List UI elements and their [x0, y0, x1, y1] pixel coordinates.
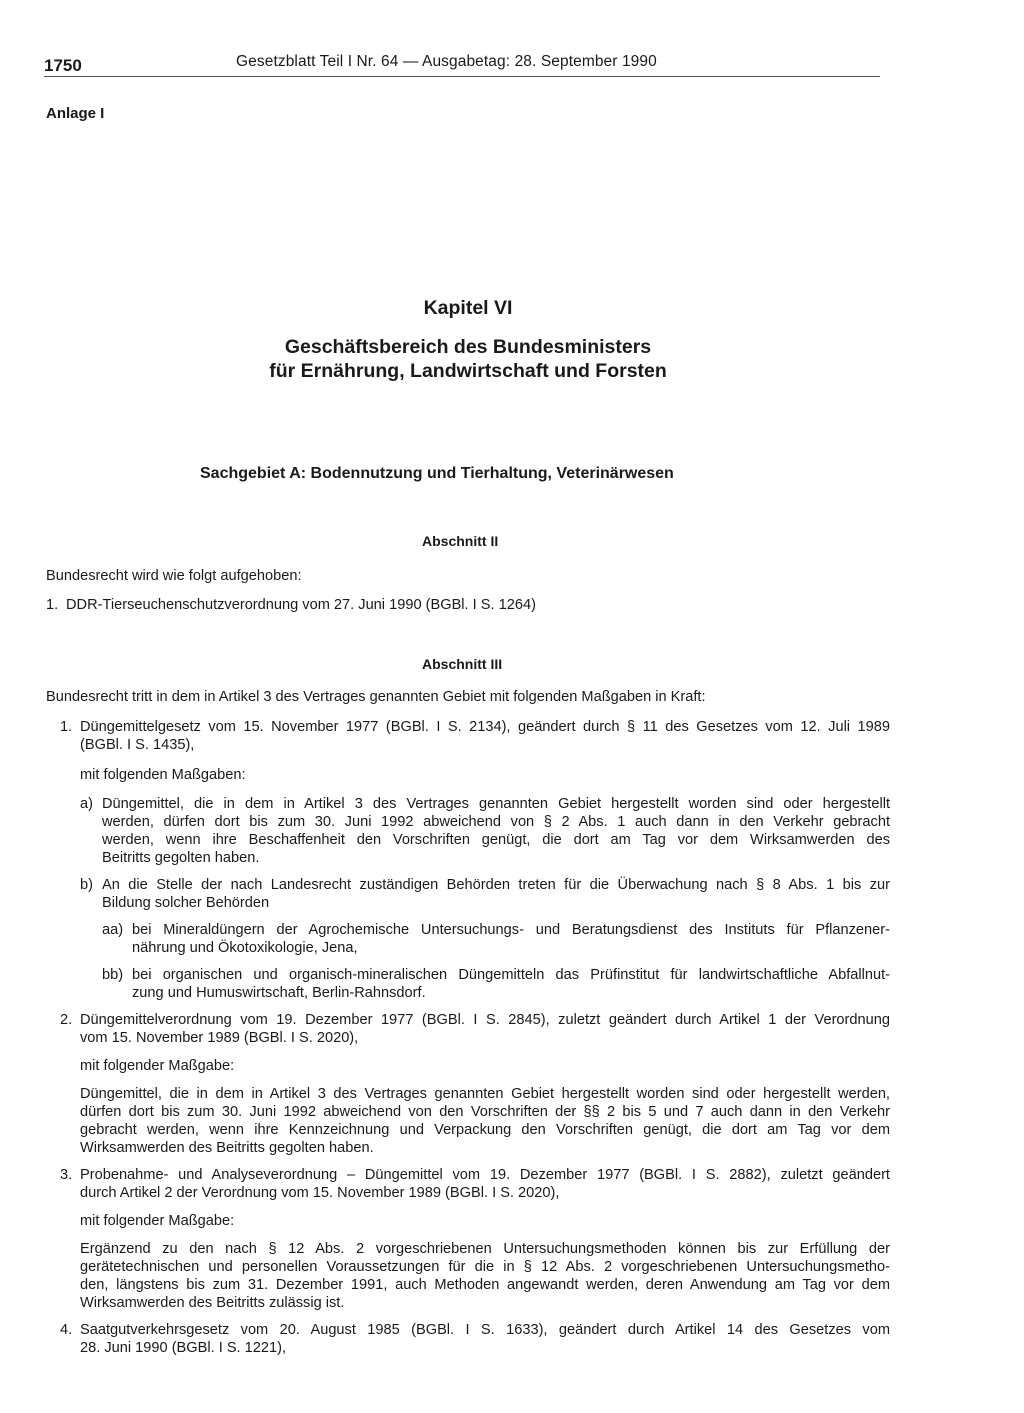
item-1-line: Düngemittelgesetz vom 15. November 1977 (BGBl. I S. 2134), geändert durch § 11 des Gesetzes vom 12. Juli 1989 [80, 719, 890, 735]
item-1-a-line: Beitritts gegolten haben. [102, 850, 260, 866]
item-4-title [80, 1321, 890, 1357]
item-2-para-line: Düngemittel, die in dem in Artikel 3 des Vertrages genannten Gebiet hergestellt worden sind oder hergestellt werden, [80, 1086, 890, 1102]
item-3-para-line: den, längstens bis zum 31. Dezember 1991, auch Methoden angewandt werden, deren Anwendung am Tag vor dem [80, 1277, 890, 1293]
item-1-b-line: Bildung solcher Behörden [102, 895, 270, 911]
abschnitt-2-intro: Bundesrecht wird wie folgt aufgehoben: [46, 568, 302, 584]
item-3-line: durch Artikel 2 der Verordnung vom 15. November 1989 (BGBl. I S. 2020), [80, 1185, 560, 1201]
kapitel-heading: Kapitel VI [423, 297, 513, 319]
item-2-title [80, 1011, 890, 1047]
item-2-para-line: Wirksamwerden des Beitritts gegolten haben. [80, 1140, 374, 1156]
item-1-b-line: An die Stelle der nach Landesrecht zuständigen Behörden treten für die Überwachung nach § 8 Abs. 1 bis zur [102, 877, 890, 893]
abschnitt-2-item-1-text: DDR-Tierseuchenschutzverordnung vom 27. Juni 1990 (BGBl. I S. 1264) [66, 597, 536, 613]
item-1-aa-line: nährung und Ökotoxikologie, Jena, [132, 940, 358, 956]
item-1-title [80, 718, 890, 754]
abschnitt-2-heading: Abschnitt II [422, 533, 499, 549]
item-1-bb-label: bb) [102, 967, 124, 983]
header-title: Gesetzblatt Teil I Nr. 64 — Ausgabetag: 28. September 1990 [236, 53, 657, 70]
item-1-massgaben: mit folgenden Maßgaben: [80, 767, 246, 783]
item-1-b-text [102, 876, 890, 912]
abschnitt-2-item-1-number: 1. [46, 597, 59, 613]
item-1-a-label: a) [80, 796, 93, 812]
item-2-para-line: dürfen dort bis zum 30. Juni 1992 abweichend von den Vorschriften der §§ 2 bis 5 und 7 auch dann in den Verkehr [80, 1104, 890, 1120]
page-number: 1750 [44, 56, 82, 75]
item-1-a-line: Düngemittel, die in dem in Artikel 3 des Vertrages genannten Gebiet hergestellt worden sind oder hergestellt [102, 796, 890, 812]
item-1-aa-line: bei Mineraldüngern der Agrochemische Untersuchungs- und Beratungsdienst des Instituts für Pflanzener- [132, 922, 890, 938]
item-1-aa-text [132, 921, 890, 957]
item-3-line: Probenahme- und Analyseverordnung – Düngemittel vom 19. Dezember 1977 (BGBl. I S. 2882), zuletzt geändert [80, 1167, 890, 1183]
item-3-paragraph [80, 1240, 890, 1312]
item-3-para-line: Ergänzend zu den nach § 12 Abs. 2 vorgeschriebenen Untersuchungsmethoden können bis zur Erfüllung der [80, 1241, 890, 1257]
item-1-a-text [102, 795, 890, 867]
item-1-line: (BGBl. I S. 1435), [80, 737, 195, 753]
item-2-massgabe: mit folgender Maßgabe: [80, 1058, 235, 1074]
geschaeftsbereich-line1: Geschäftsbereich des Bundesministers [284, 336, 652, 358]
item-1-bb-line: bei organischen und organisch-mineralischen Düngemitteln das Prüfinstitut für landwirtschaftliche Abfallnut- [132, 967, 890, 983]
item-2-number: 2. [60, 1012, 73, 1028]
item-2-paragraph [80, 1085, 890, 1157]
anlage-label: Anlage I [46, 105, 105, 122]
item-2-line: vom 15. November 1989 (BGBl. I S. 2020), [80, 1030, 359, 1046]
item-1-aa-label: aa) [102, 922, 124, 938]
item-1-bb-text [132, 966, 890, 1002]
item-3-title [80, 1166, 890, 1202]
geschaeftsbereich-line2: für Ernährung, Landwirtschaft und Forsten [269, 360, 667, 382]
item-1-bb-line: zung und Humuswirtschaft, Berlin-Rahnsdorf. [132, 985, 426, 1001]
abschnitt-3-heading: Abschnitt III [422, 656, 503, 672]
item-2-para-line: gebracht werden, wenn ihre Kennzeichnung und Verpackung den Vorschriften genügt, die dort am Tag vor dem [80, 1122, 890, 1138]
item-4-line: 28. Juni 1990 (BGBl. I S. 1221), [80, 1340, 287, 1356]
item-1-a-line: werden, dürfen dort bis zum 30. Juni 1992 abweichend von § 2 Abs. 1 auch dann in den Verkehr gebracht [102, 814, 890, 830]
item-3-massgabe: mit folgender Maßgabe: [80, 1213, 235, 1229]
item-1-number: 1. [60, 719, 73, 735]
item-3-number: 3. [60, 1167, 73, 1183]
item-2-line: Düngemittelverordnung vom 19. Dezember 1977 (BGBl. I S. 2845), zuletzt geändert durch Artikel 1 der Verordnung [80, 1012, 890, 1028]
item-4-number: 4. [60, 1322, 73, 1338]
item-3-para-line: Wirksamwerden des Beitritts zulässig ist. [80, 1295, 345, 1311]
item-4-line: Saatgutverkehrsgesetz vom 20. August 1985 (BGBl. I S. 1633), geändert durch Artikel 14 des Gesetzes vom [80, 1322, 890, 1338]
header-rule [44, 76, 880, 77]
item-1-b-label: b) [80, 877, 93, 893]
sachgebiet-heading: Sachgebiet A: Bodennutzung und Tierhaltung, Veterinärwesen [200, 465, 674, 482]
item-1-a-line: werden, wenn ihre Beschaffenheit den Vorschriften genügt, die dort am Tag vor dem Wirksamwerden des [102, 832, 890, 848]
abschnitt-3-intro: Bundesrecht tritt in dem in Artikel 3 des Vertrages genannten Gebiet mit folgenden Maßgaben in Kraft: [46, 689, 706, 705]
item-3-para-line: gerätetechnischen und personellen Voraussetzungen für die in § 12 Abs. 2 vorgeschriebenen Untersuchungsmetho- [80, 1259, 890, 1275]
